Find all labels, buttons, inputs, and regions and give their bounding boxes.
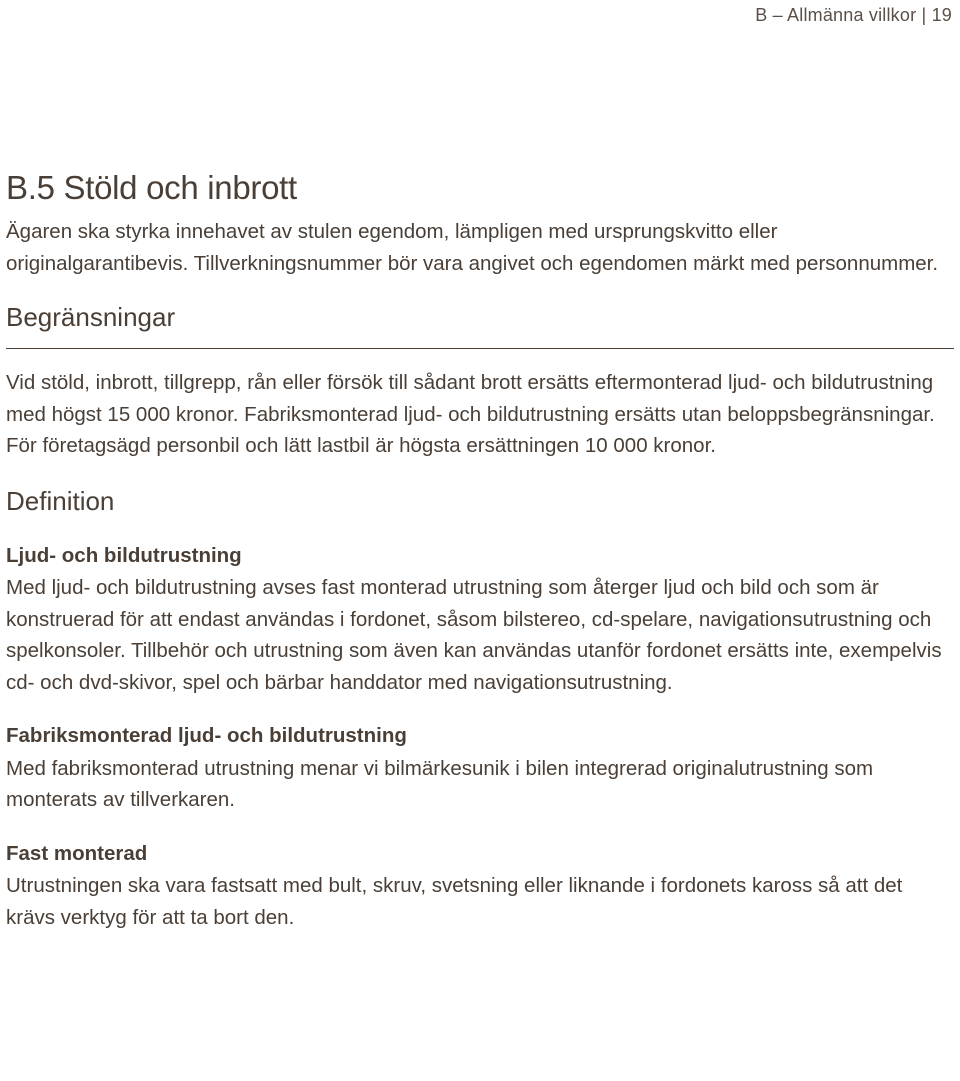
definition-term: Fabriksmonterad ljud- och bildutrustning: [6, 724, 407, 747]
definition-term: Fast monterad: [6, 841, 148, 865]
document-body: [6, 160, 954, 933]
limitations-paragraph: Vid stöld, inbrott, tillgrepp, rån eller försök till sådant brott ersätts eftermonterad ljud- och bildutrustning med högst 15 000 kronor. Fabriksmonterad ljud- och bildutrustning ersätts utan beloppsbegränsningar. För företagsägd personbil och lätt lastbil är högsta ersättningen 10 000 kronor.: [6, 371, 935, 457]
definition-heading: Definition: [6, 485, 115, 516]
section-lead-paragraph: Ägaren ska styrka innehavet av stulen egendom, lämpligen med ursprungskvitto eller originalgarantibevis. Tillverkningsnummer bör vara angivet och egendomen märkt med personnummer.: [6, 220, 939, 275]
definition-term-block: [6, 540, 954, 699]
definition-term-block: [6, 838, 954, 934]
definition-term-text: Utrustningen ska vara fastsatt med bult, skruv, svetsning eller liknande i fordonets kaross så att det krävs verktyg för att ta bort den.: [6, 874, 903, 929]
section-title: B.5 Stöld och inbrott: [6, 169, 297, 206]
definition-term: Ljud- och bildutrustning: [6, 543, 242, 567]
definition-term-block: [6, 720, 954, 816]
limitations-heading: Begränsningar: [6, 302, 176, 332]
definition-term-text: Med fabriksmonterad utrustning menar vi bilmärkesunik i bilen integrerad originalutrustning som monterats av tillverkaren.: [6, 756, 874, 811]
running-header: B – Allmänna villkor | 19: [755, 5, 952, 25]
definition-term-text: Med ljud- och bildutrustning avses fast monterad utrustning som återger ljud och bild och som är konstruerad för att endast användas i fordonet, såsom bilstereo, cd-spelare, navigationsutrustning och spelkonsoler. Tillbehör och utrustning som även kan användas utanför fordonet ersätts inte, exempelvis cd- och dvd-skivor, spel och bärbar handdator med navigationsutrustning.: [6, 576, 942, 694]
limitations-heading-block: [6, 298, 954, 349]
